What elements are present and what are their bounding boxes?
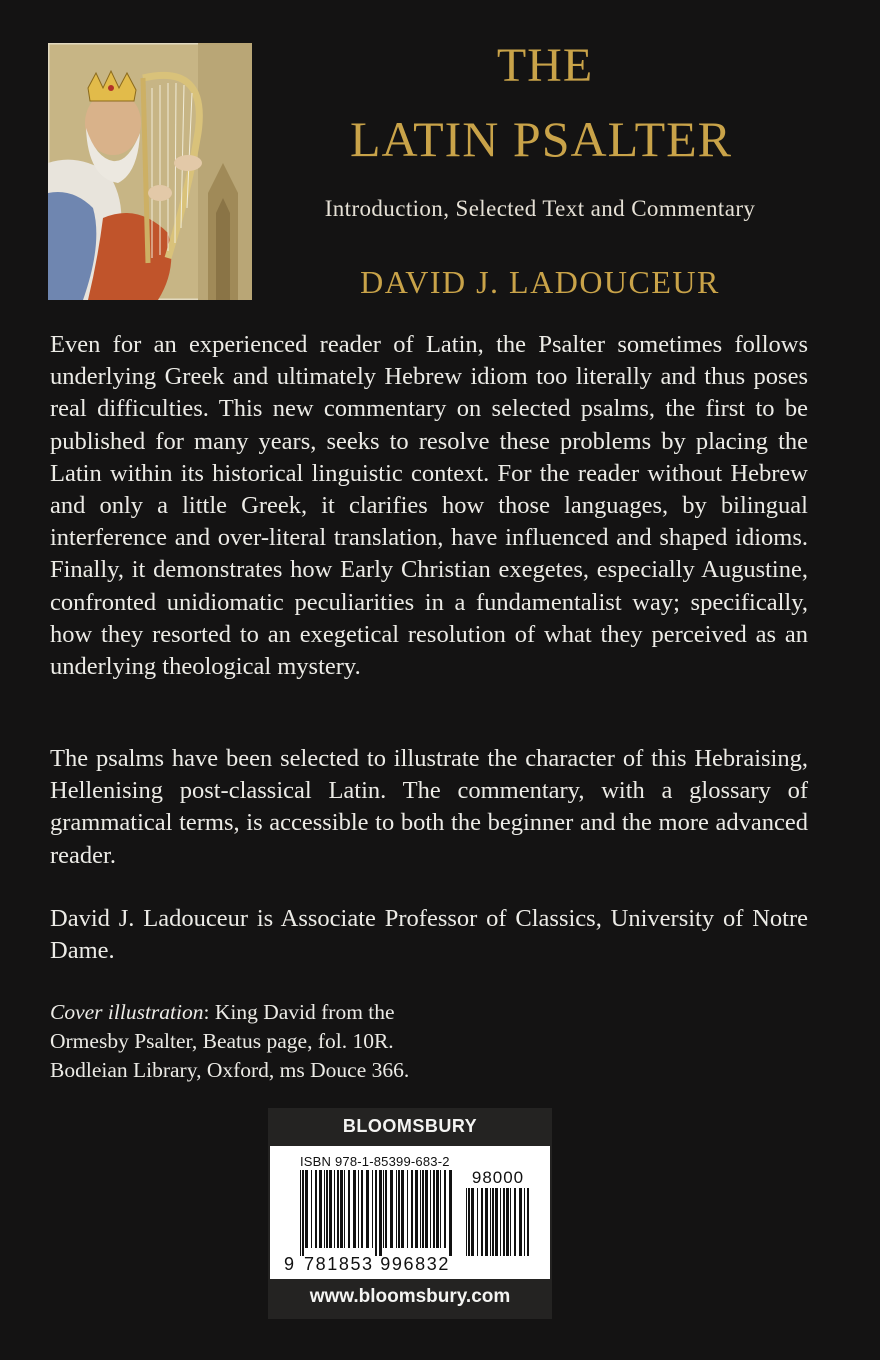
barcode-bar: [383, 1170, 384, 1248]
barcode-bar: [503, 1188, 505, 1256]
barcode-bar: [481, 1188, 483, 1256]
barcode-bar: [510, 1188, 511, 1256]
barcode-bar: [379, 1170, 382, 1256]
barcode-bar: [492, 1188, 494, 1256]
barcode-bar: [433, 1170, 435, 1248]
price-code: 98000: [471, 1168, 525, 1187]
credit-line-1: : King David from the: [203, 1000, 395, 1024]
author-bio: David J. Ladouceur is Associate Professor of Classics, University of Notre Dame.: [50, 905, 808, 965]
barcode-bar: [372, 1170, 373, 1248]
barcode-bar: [353, 1170, 356, 1248]
author-name: DAVID J. LADOUCEUR: [360, 264, 720, 300]
barcode-bar: [366, 1170, 369, 1248]
barcode-bar: [401, 1170, 404, 1248]
barcode-bar: [311, 1170, 312, 1248]
barcode-bar: [361, 1170, 363, 1248]
barcode-bar: [300, 1170, 301, 1256]
barcode-bar: [375, 1170, 377, 1256]
isbn-label: ISBN 978-1-85399-683-2: [300, 1154, 450, 1169]
illustration-credit: [50, 998, 470, 1085]
credit-line-3: Bodleian Library, Oxford, ms Douce 366.: [50, 1058, 410, 1082]
barcode-bar: [302, 1170, 304, 1256]
barcode-bar: [444, 1170, 446, 1248]
barcode-bar: [396, 1170, 397, 1248]
barcode-bar: [407, 1170, 408, 1248]
barcode-bar: [485, 1188, 488, 1256]
barcode-bar: [415, 1170, 418, 1248]
publisher-website: www.bloomsbury.com: [309, 1286, 511, 1307]
barcode-bar: [340, 1170, 343, 1248]
ean-digits: 781853 996832: [304, 1254, 450, 1274]
cover-illustration: [48, 43, 252, 300]
barcode-bar: [425, 1170, 428, 1248]
barcode-bar: [390, 1170, 393, 1248]
barcode-bar: [506, 1188, 509, 1256]
blurb-paragraph-1: Even for an experienced reader of Latin, the Psalter sometimes follows underlying Greek and ultimately Hebrew idiom too literally and thus poses real difficulties. This new commentary on selected psalms, the first to be published for many years, seeks to resolve these problems by placing the Latin within its historical linguistic context. For the reader without Hebrew and only a little Greek, it clarifies how those languages, by bilingual interference and over-literal translation, have influenced and shaped idioms. Finally, it demonstrates how Early Christian exegetes, especially Augustine, confronted unidiomatic peculiarities in a fundamentalist way; specifically, how they resorted to an exegetical resolution of what they perceived as an underlying theological mystery.: [50, 331, 808, 681]
barcode-bar: [468, 1188, 470, 1256]
barcode-bar: [420, 1170, 421, 1248]
barcode-panel: [270, 1146, 550, 1279]
barcode-bar: [358, 1170, 359, 1248]
credit-line-2: Ormesby Psalter, Beatus page, fol. 10R.: [50, 1029, 394, 1053]
addon-barcode-bars: [466, 1188, 530, 1256]
barcode-bar: [449, 1170, 452, 1256]
barcode-bar: [337, 1170, 339, 1248]
barcode-bar: [398, 1170, 400, 1248]
barcode-bar: [324, 1170, 325, 1248]
barcode-bar: [319, 1170, 322, 1248]
barcode-bar: [490, 1188, 491, 1256]
barcode-bar: [471, 1188, 474, 1256]
barcode-bar: [524, 1188, 525, 1256]
barcode-bar: [527, 1188, 529, 1256]
barcode-bar: [500, 1188, 501, 1256]
barcode-bar: [422, 1170, 424, 1248]
barcode-bar: [477, 1188, 478, 1256]
barcode-bar: [411, 1170, 413, 1248]
barcode-bar: [466, 1188, 467, 1256]
barcode-bar: [305, 1170, 308, 1248]
barcode-block: [268, 1108, 552, 1319]
barcode-bar: [326, 1170, 328, 1248]
barcode-bar: [514, 1188, 516, 1256]
ean-lead-digit: 9: [284, 1254, 295, 1274]
barcode-bar: [440, 1170, 441, 1248]
barcode-bar: [348, 1170, 350, 1248]
barcode-bar: [329, 1170, 332, 1248]
barcode-bar: [436, 1170, 439, 1248]
blurb-paragraph-2: The psalms have been selected to illustrate the character of this Hebraising, Hellenising post-classical Latin. The commentary, with a glossary of grammatical terms, is accessible to both the beginner and the more advanced reader.: [50, 745, 808, 869]
king-david-harp-illustration: [48, 43, 252, 300]
ean-barcode-bars: [300, 1170, 454, 1256]
barcode-bar: [519, 1188, 522, 1256]
barcode-bar: [334, 1170, 335, 1248]
publisher-name: BLOOMSBURY: [342, 1116, 478, 1136]
barcode-bar: [344, 1170, 345, 1248]
subtitle: Introduction, Selected Text and Commentary: [324, 196, 756, 221]
barcode-bar: [430, 1170, 431, 1248]
barcode-bar: [315, 1170, 317, 1248]
title-line-1: THE: [496, 39, 594, 92]
barcode-bar: [385, 1170, 387, 1248]
credit-label: Cover illustration: [50, 1000, 204, 1024]
barcode-bar: [495, 1188, 498, 1256]
title-line-2: LATIN PSALTER: [349, 111, 733, 167]
